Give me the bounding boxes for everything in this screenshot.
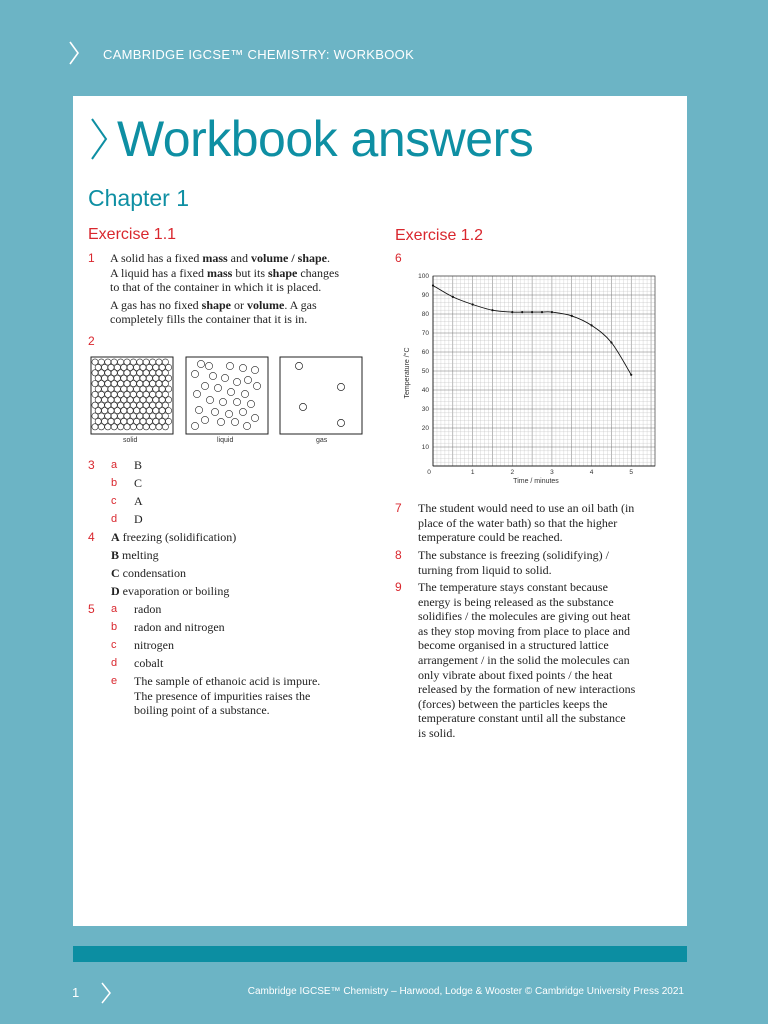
answer-text: C [134,476,143,490]
page-number: 1 [72,985,80,1000]
x-tick-label: 5 [629,469,634,476]
question-number: 5 [88,602,95,616]
part-letter: b [111,477,118,489]
part-letter: d [111,657,118,669]
data-point [531,311,533,313]
x-tick-label: 4 [589,469,594,476]
x-tick-label: 2 [510,469,515,476]
chart-grid [433,276,655,466]
answer-8: The substance is freezing (solidifying) / turning from liquid to solid. [418,548,609,577]
y-tick-label: 20 [421,425,429,432]
solid-particles-diagram [90,356,174,436]
question-number: 6 [395,251,402,265]
answer-9: The temperature stays constant because energy is being released as the substance solidifies / the molecules are giving out heat as they stop moving from place to place and become organised in a structured lattice arrangement / in the solid the molecules can only vibrate about fixed points / the heat released by the formation of new interactions (forces) between the particles keeps the temperature constant until all the substance is solid. [418,580,636,740]
chevron-right-icon [89,115,109,163]
data-point [452,296,454,298]
diagram-label-solid: solid [123,437,138,444]
answer-7: The student would need to use an oil bath (in place of the water bath) so that the higher temperature could be reached. [418,501,635,545]
running-header [0,0,768,96]
answer-text: B [134,458,143,472]
cooling-curve-chart [395,268,665,485]
question-number: 4 [88,530,95,544]
answer-text: The sample of ethanoic acid is impure. The presence of impurities raises the boiling point of a substance. [134,674,321,718]
y-tick-label: 30 [421,406,429,413]
data-point [541,311,543,313]
data-point [590,324,592,326]
part-letter: a [111,459,118,471]
answer-text: B melting [111,548,159,562]
question-number: 8 [395,548,402,562]
y-tick-label: 80 [421,311,429,318]
part-letter: e [111,675,118,687]
data-point [472,303,474,305]
chevron-right-icon [100,981,112,1005]
answer-text: cobalt [134,656,164,670]
exercise-1-1-title: Exercise 1.1 [88,226,177,243]
part-letter: c [111,639,117,651]
answer-line: A solid has a fixed mass and volume / shape. [110,251,331,265]
workbook-title: CAMBRIDGE IGCSE™ CHEMISTRY: WORKBOOK [103,47,415,62]
data-point [610,341,612,343]
x-axis-label: Time / minutes [513,478,559,485]
answer-text: radon [134,602,162,616]
answer-line: to that of the container in which it is placed. [110,280,322,295]
data-point [511,311,513,313]
exercise-1-2-title: Exercise 1.2 [395,227,484,244]
y-tick-label: 70 [421,330,429,337]
answer-text: D [134,512,143,526]
part-letter: b [111,621,118,633]
y-tick-label: 60 [421,349,429,356]
x-tick-label: 1 [470,469,475,476]
answer-line: completely fills the container that it is in. [110,312,308,327]
data-point [630,374,632,376]
y-tick-label: 50 [421,368,429,375]
y-tick-label: 10 [421,444,429,451]
question-number: 7 [395,501,402,515]
diagram-label-liquid: liquid [217,437,234,444]
chapter-heading: Chapter 1 [88,185,190,211]
data-point [432,284,434,286]
answer-line: A gas has no fixed shape or volume. A gas [110,297,317,312]
answer-text: radon and nitrogen [134,620,225,634]
data-point [491,309,493,311]
chevron-right-icon [68,40,80,66]
part-letter: d [111,513,118,525]
y-tick-label: 90 [421,292,429,299]
answer-text: A freezing (solidification) [111,530,237,544]
answer-1 [110,251,370,327]
answer-text: nitrogen [134,638,174,652]
question-number: 9 [395,580,402,594]
answer-text: D evaporation or boiling [111,584,230,598]
y-tick-label: 40 [421,387,429,394]
y-tick-label: 100 [418,273,429,280]
part-letter: a [111,603,118,615]
chart-ticks [418,273,633,476]
question-number: 3 [88,458,95,472]
x-tick-label: 0 [427,469,431,476]
liquid-particles-diagram [185,356,269,436]
y-axis-label: Temperature /°C [404,347,411,399]
question-number: 1 [88,251,95,265]
page-content [73,96,687,926]
page-title-text: Workbook answers [117,111,534,167]
page-title [89,104,533,174]
answer-text: A [134,494,143,508]
data-point [571,315,573,317]
data-point [551,311,553,313]
data-point [521,311,523,313]
answer-text: C condensation [111,566,186,580]
x-tick-label: 3 [550,469,554,476]
footer-bar [73,946,687,962]
question-number: 2 [88,334,95,348]
answer-line: A liquid has a fixed mass but its shape changes [110,265,339,280]
footer-credit: Cambridge IGCSE™ Chemistry – Harwood, Lodge & Wooster © Cambridge University Press 2021 [247,986,684,997]
diagram-label-gas: gas [316,437,328,444]
gas-particles-diagram [279,356,363,436]
part-letter: c [111,495,117,507]
